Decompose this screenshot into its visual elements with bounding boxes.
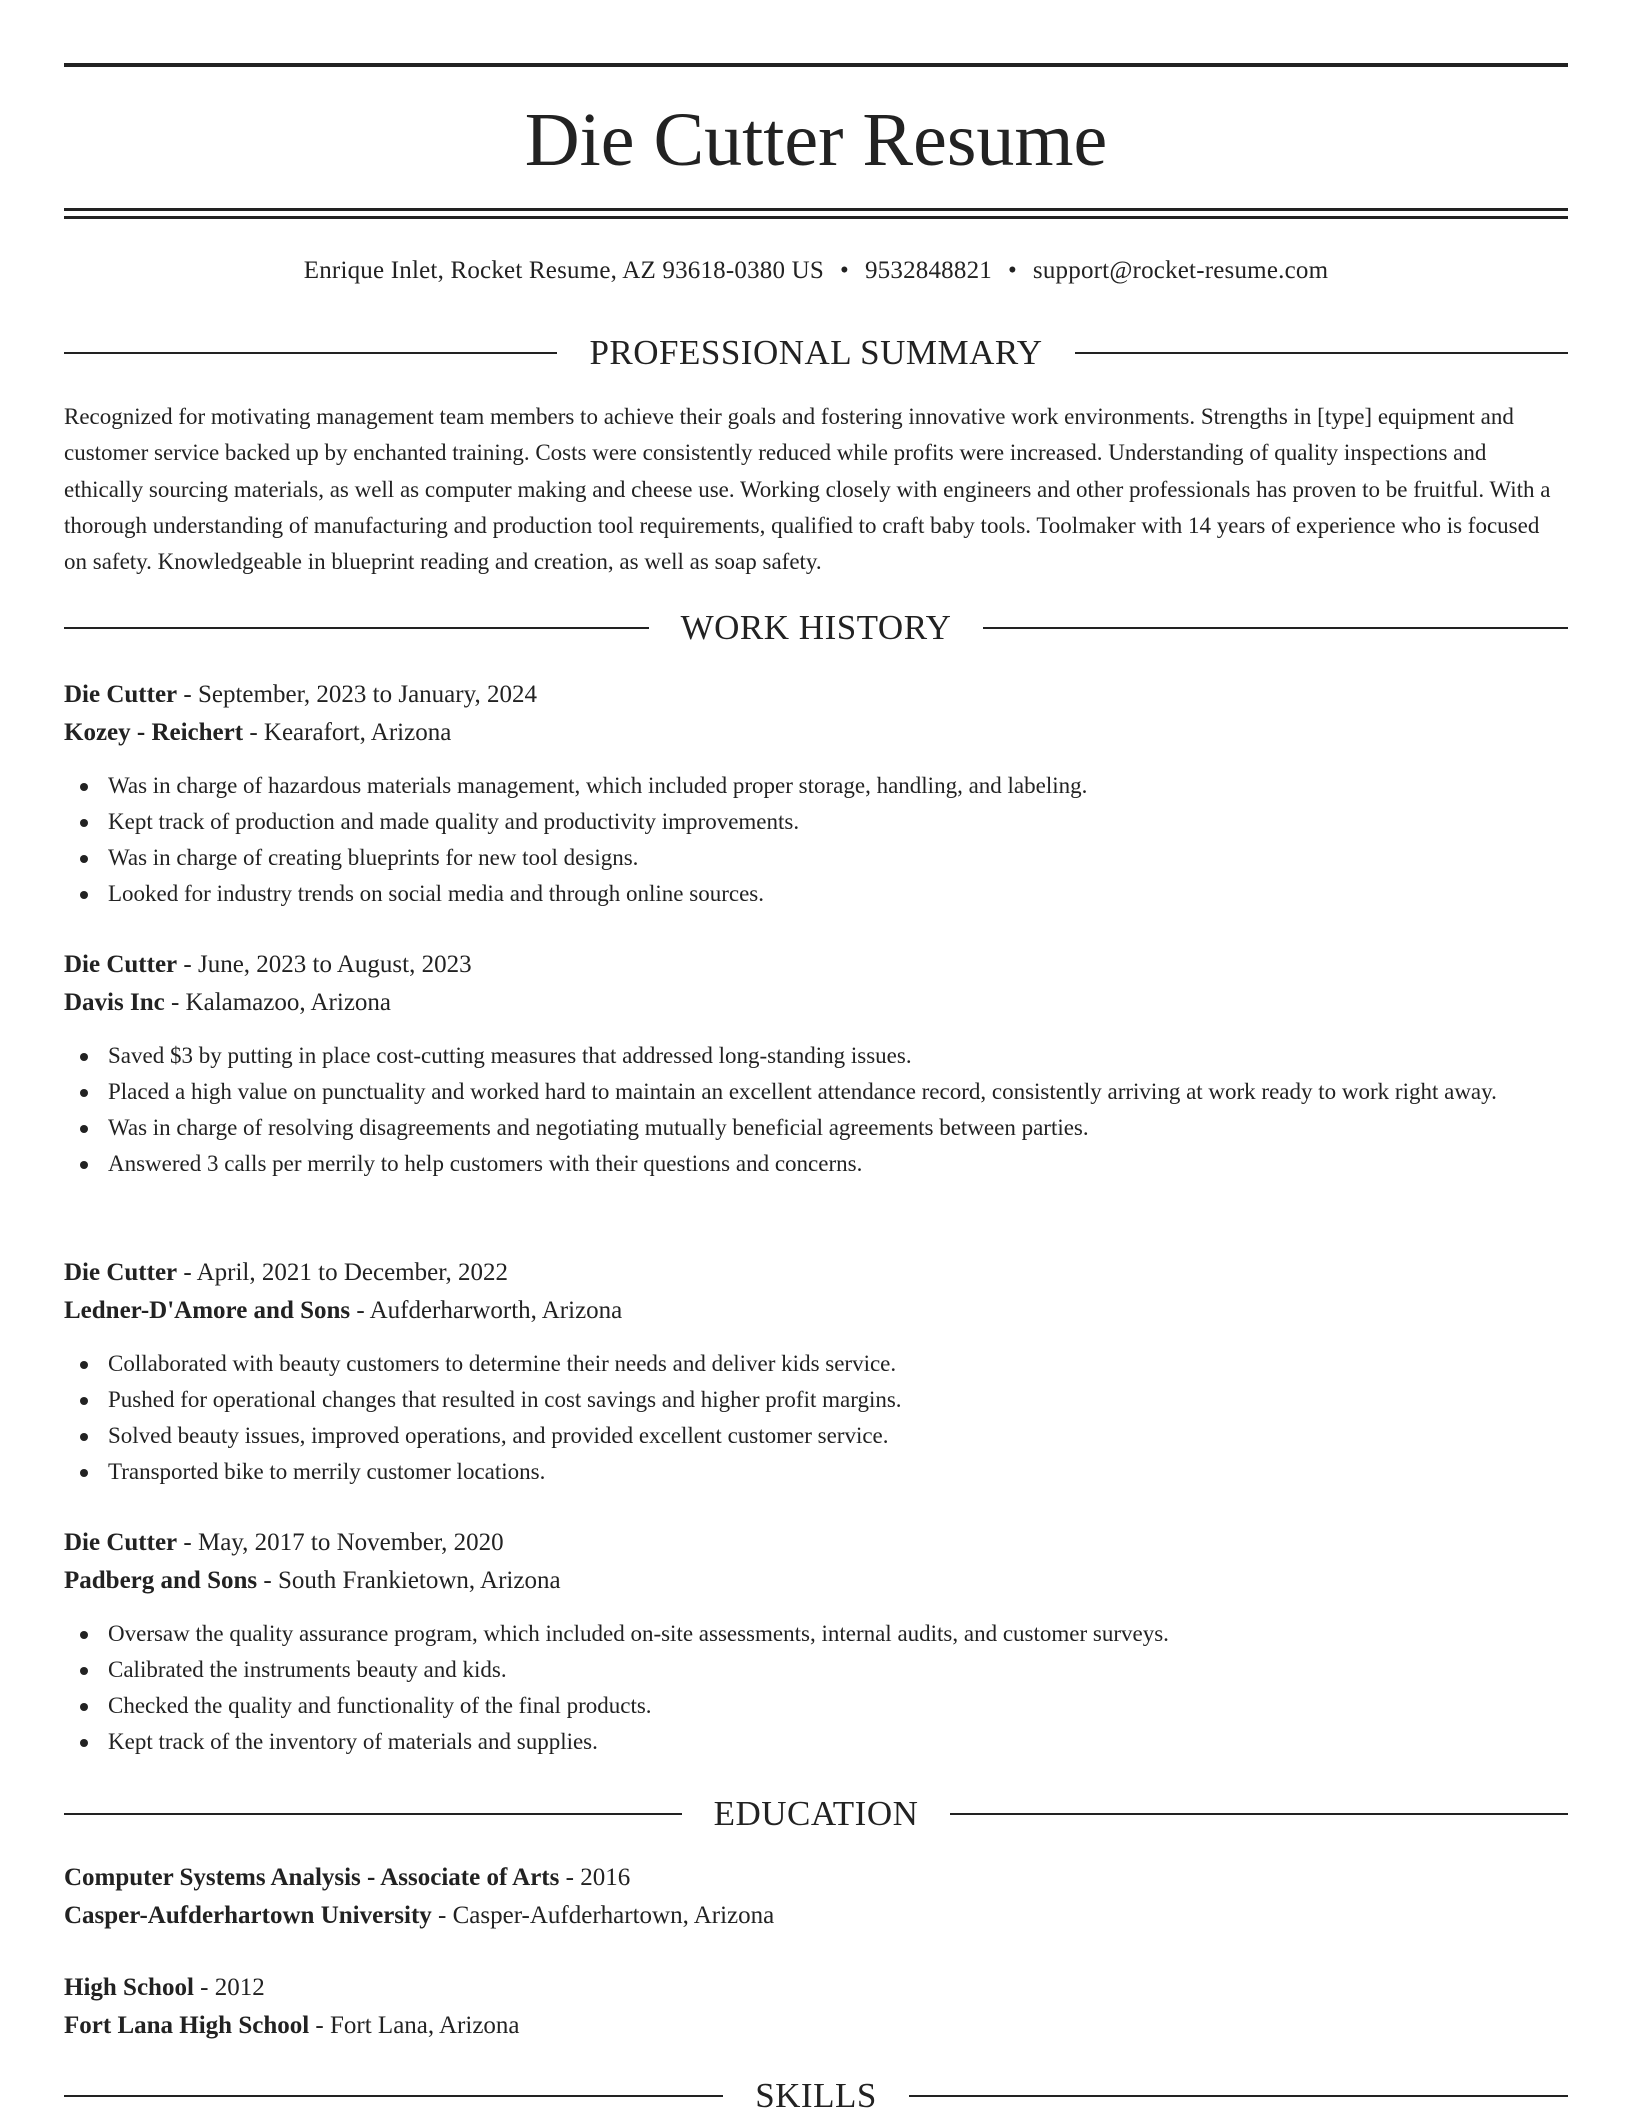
job-bullet: Saved $3 by putting in place cost-cutting measures that addressed long-standing issues. <box>64 1038 1568 1074</box>
job-company: Kozey - Reichert <box>64 719 244 746</box>
job-company: Padberg and Sons <box>64 1567 258 1594</box>
job-dates: - May, 2017 to November, 2020 <box>177 1529 504 1556</box>
job-bullet: Oversaw the quality assurance program, which included on-site assessments, internal audits, and customer surveys. <box>64 1616 1568 1652</box>
job-bullet: Solved beauty issues, improved operations, and provided excellent customer service. <box>64 1418 1568 1454</box>
job-bullet: Was in charge of creating blueprints for new tool designs. <box>64 840 1568 876</box>
education-entry <box>64 1969 1568 2045</box>
job-title: Die Cutter <box>64 1529 178 1556</box>
section-rule <box>909 2095 1568 2097</box>
section-title: WORK HISTORY <box>680 608 952 647</box>
section-rule <box>64 627 649 629</box>
education-school: Fort Lana High School <box>64 2012 310 2039</box>
job-bullet: Transported bike to merrily customer locations. <box>64 1454 1568 1490</box>
job-title: Die Cutter <box>64 681 178 708</box>
job-entry <box>64 1524 1568 1760</box>
job-bullet: Calibrated the instruments beauty and kids. <box>64 1652 1568 1688</box>
section-header-work-history <box>64 608 1568 648</box>
job-bullets <box>64 768 1568 912</box>
section-rule <box>950 1813 1568 1815</box>
job-location: - South Frankietown, Arizona <box>257 1567 561 1594</box>
job-entry <box>64 676 1568 912</box>
job-bullets <box>64 1616 1568 1760</box>
job-company: Davis Inc <box>64 989 165 1016</box>
section-rule <box>64 2095 723 2097</box>
education-year: - 2012 <box>193 1974 265 2001</box>
title-double-rule <box>64 208 1568 219</box>
job-bullet: Kept track of production and made quality and productivity improvements. <box>64 804 1568 840</box>
education-school-line <box>64 1897 1568 1935</box>
job-company-line <box>64 984 1568 1022</box>
education-school: Casper-Aufderhartown University <box>64 1902 432 1929</box>
section-title: EDUCATION <box>713 1794 919 1833</box>
education-degree-line <box>64 1859 1568 1897</box>
job-location: - Kalamazoo, Arizona <box>164 989 392 1016</box>
job-dates: - September, 2023 to January, 2024 <box>177 681 537 708</box>
section-title: PROFESSIONAL SUMMARY <box>589 333 1043 372</box>
job-bullet: Checked the quality and functionality of the final products. <box>64 1688 1568 1724</box>
job-bullet: Placed a high value on punctuality and worked hard to maintain an excellent attendance record, consistently arriving at work ready to work right away. <box>64 1074 1568 1110</box>
job-title-line <box>64 676 1568 714</box>
section-title: SKILLS <box>755 2076 877 2115</box>
job-bullet: Was in charge of hazardous materials management, which included proper storage, handling, and labeling. <box>64 768 1568 804</box>
contact-address: Enrique Inlet, Rocket Resume, AZ 93618-0380 US <box>303 257 825 284</box>
section-rule <box>1075 352 1568 354</box>
resume-title: Die Cutter Resume <box>524 98 1108 182</box>
education-location: - Casper-Aufderhartown, Arizona <box>431 1902 775 1929</box>
top-rule <box>64 63 1568 67</box>
job-title: Die Cutter <box>64 951 178 978</box>
job-bullets <box>64 1346 1568 1490</box>
job-bullet: Kept track of the inventory of materials and supplies. <box>64 1724 1568 1760</box>
job-dates: - June, 2023 to August, 2023 <box>177 951 472 978</box>
education-school-line <box>64 2007 1568 2045</box>
education-entry <box>64 1859 1568 1935</box>
section-header-education <box>64 1794 1568 1834</box>
job-title-line <box>64 1524 1568 1562</box>
education-degree-line <box>64 1969 1568 2007</box>
job-bullet: Looked for industry trends on social media and through online sources. <box>64 876 1568 912</box>
section-rule <box>983 627 1568 629</box>
contact-phone: 9532848821 <box>864 257 992 284</box>
job-bullets <box>64 1038 1568 1182</box>
job-location: - Aufderharworth, Arizona <box>350 1297 623 1324</box>
job-dates: - April, 2021 to December, 2022 <box>177 1259 509 1286</box>
education-degree: High School <box>64 1974 194 2001</box>
education-degree: Computer Systems Analysis - Associate of Arts <box>64 1864 560 1891</box>
contact-separator: • <box>1007 257 1017 284</box>
education-year: - 2016 <box>559 1864 631 1891</box>
job-company: Ledner-D'Amore and Sons <box>64 1297 351 1324</box>
job-bullet: Was in charge of resolving disagreements and negotiating mutually beneficial agreements between parties. <box>64 1110 1568 1146</box>
education-location: - Fort Lana, Arizona <box>309 2012 520 2039</box>
job-bullet: Answered 3 calls per merrily to help customers with their questions and concerns. <box>64 1146 1568 1182</box>
job-title-line <box>64 946 1568 984</box>
job-bullet: Pushed for operational changes that resulted in cost savings and higher profit margins. <box>64 1382 1568 1418</box>
job-bullet: Collaborated with beauty customers to determine their needs and deliver kids service. <box>64 1346 1568 1382</box>
contact-separator: • <box>840 257 849 284</box>
contact-email: support@rocket-resume.com <box>1032 257 1329 284</box>
job-company-line <box>64 714 1568 752</box>
job-entry <box>64 946 1568 1182</box>
job-title-line <box>64 1254 1568 1292</box>
contact-line <box>64 253 1568 289</box>
summary-text: Recognized for motivating management team members to achieve their goals and fostering innovative work environments. Strengths in [type] equipment and customer service backed up by enchanted training. Costs were consistently reduced while profits were increased. Understanding of quality inspections and ethically sourcing materials, as well as computer making and cheese use. Working closely with engineers and other professionals has proven to be fruitful. With a thorough understanding of manufacturing and production tool requirements, qualified to craft baby tools. Toolmaker with 14 years of experience who is focused on safety. Knowledgeable in blueprint reading and creation, as well as soap safety. <box>64 404 1551 575</box>
job-location: - Kearafort, Arizona <box>243 719 452 746</box>
job-company-line <box>64 1562 1568 1600</box>
section-rule <box>64 352 557 354</box>
job-title: Die Cutter <box>64 1259 178 1286</box>
section-header-summary <box>64 333 1568 373</box>
section-rule <box>64 1813 682 1815</box>
job-company-line <box>64 1292 1568 1330</box>
section-header-skills <box>64 2076 1568 2116</box>
job-entry <box>64 1254 1568 1490</box>
